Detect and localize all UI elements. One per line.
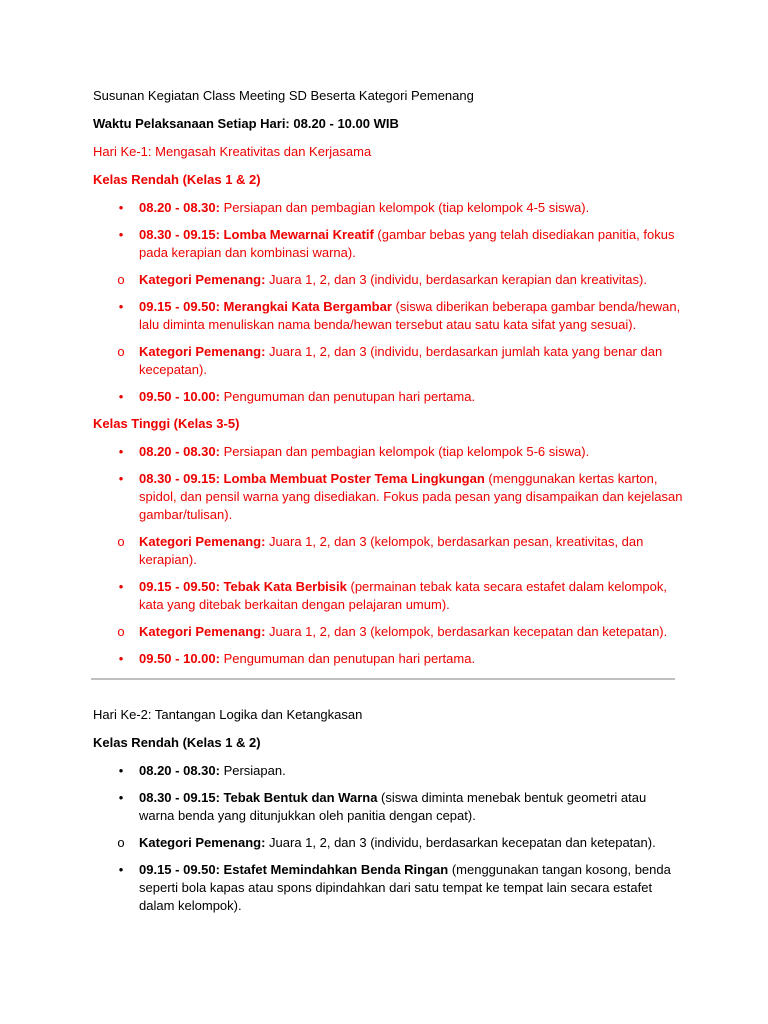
item-bold: Kategori Pemenang: xyxy=(139,344,266,359)
item-text: Pengumuman dan penutupan hari pertama. xyxy=(219,651,476,666)
item-bold: 09.50 - 10.00: xyxy=(139,651,220,666)
item-bold: Kategori Pemenang: xyxy=(139,534,266,549)
list-item xyxy=(93,578,683,614)
bullet-marker: • xyxy=(118,579,124,594)
item-text: (permainan tebak kata secara estafet dalam kelompok, kata yang ditebak berkaitan dengan pelajaran umum). xyxy=(139,579,667,612)
bullet-marker: • xyxy=(118,227,124,242)
sub-list-item xyxy=(93,271,683,289)
list-item xyxy=(93,298,683,334)
item-bold: Kategori Pemenang: xyxy=(139,272,266,287)
schedule-time: Waktu Pelaksanaan Setiap Hari: 08.20 - 10.00 WIB xyxy=(93,116,399,131)
document-content xyxy=(93,87,683,924)
list-item xyxy=(93,861,683,915)
list-item xyxy=(93,650,683,668)
item-text: Juara 1, 2, dan 3 (individu, berdasarkan kecepatan dan ketepatan). xyxy=(265,835,656,850)
document-title: Susunan Kegiatan Class Meeting SD Beserta Kategori Pemenang xyxy=(93,88,474,103)
sub-bullet-marker: o xyxy=(117,534,125,549)
item-text: Persiapan dan pembagian kelompok (tiap kelompok 4-5 siswa). xyxy=(219,200,590,215)
item-text: Juara 1, 2, dan 3 (individu, berdasarkan kerapian dan kreativitas). xyxy=(265,272,647,287)
list-item xyxy=(93,762,683,780)
item-bold: 08.20 - 08.30: xyxy=(139,763,220,778)
list-item xyxy=(93,789,683,825)
item-bold: Kategori Pemenang: xyxy=(139,835,266,850)
item-text: Juara 1, 2, dan 3 (kelompok, berdasarkan kecepatan dan ketepatan). xyxy=(265,624,668,639)
item-bold: Kategori Pemenang: xyxy=(139,624,266,639)
sub-bullet-marker: o xyxy=(117,624,125,639)
day1-high-class-heading: Kelas Tinggi (Kelas 3-5) xyxy=(93,416,240,431)
item-text: (siswa diminta menebak bentuk geometri atau warna benda yang ditunjukkan oleh panitia dengan cepat). xyxy=(139,790,647,823)
item-text: Persiapan. xyxy=(219,763,286,778)
bullet-marker: • xyxy=(118,200,124,215)
bullet-marker: • xyxy=(118,471,124,486)
list-item xyxy=(93,470,683,524)
bullet-marker: • xyxy=(118,862,124,877)
sub-bullet-marker: o xyxy=(117,344,125,359)
item-bold: 09.50 - 10.00: xyxy=(139,389,220,404)
item-bold: 08.30 - 09.15: Tebak Bentuk dan Warna xyxy=(139,790,378,805)
list-item xyxy=(93,226,683,262)
item-bold: 08.30 - 09.15: Lomba Membuat Poster Tema Lingkungan xyxy=(139,471,485,486)
item-text: Persiapan dan pembagian kelompok (tiap kelompok 5-6 siswa). xyxy=(219,444,590,459)
item-text: Juara 1, 2, dan 3 (kelompok, berdasarkan pesan, kreativitas, dan kerapian). xyxy=(139,534,644,567)
bullet-marker: • xyxy=(118,790,124,805)
item-bold: 09.15 - 09.50: Estafet Memindahkan Benda Ringan xyxy=(139,862,449,877)
sub-bullet-marker: o xyxy=(117,835,125,850)
day1-heading: Hari Ke-1: Mengasah Kreativitas dan Kerjasama xyxy=(93,144,372,159)
sub-list-item xyxy=(93,343,683,379)
item-bold: 08.20 - 08.30: xyxy=(139,444,220,459)
day1-low-class-heading: Kelas Rendah (Kelas 1 & 2) xyxy=(93,172,261,187)
item-bold: 09.15 - 09.50: Tebak Kata Berbisik xyxy=(139,579,347,594)
item-text: Pengumuman dan penutupan hari pertama. xyxy=(219,389,476,404)
sub-list-item xyxy=(93,533,683,569)
item-text: Juara 1, 2, dan 3 (individu, berdasarkan jumlah kata yang benar dan kecepatan). xyxy=(139,344,663,377)
horizontal-divider xyxy=(91,678,675,680)
bullet-marker: • xyxy=(118,763,124,778)
sub-bullet-marker: o xyxy=(117,272,125,287)
item-text: (menggunakan tangan kosong, benda seperti bola kapas atau spons dipindahkan dari satu tempat ke tempat lain secara estafet dalam kelompok). xyxy=(139,862,671,913)
day2-heading: Hari Ke-2: Tantangan Logika dan Ketangkasan xyxy=(93,707,363,722)
list-item xyxy=(93,443,683,461)
list-item xyxy=(93,199,683,217)
item-bold: 08.30 - 09.15: Lomba Mewarnai Kreatif xyxy=(139,227,374,242)
item-text: (gambar bebas yang telah disediakan panitia, fokus pada kerapian dan kombinasi warna). xyxy=(139,227,675,260)
bullet-marker: • xyxy=(118,651,124,666)
day2-low-class-heading: Kelas Rendah (Kelas 1 & 2) xyxy=(93,735,261,750)
item-bold: 08.20 - 08.30: xyxy=(139,200,220,215)
item-text: (siswa diberikan beberapa gambar benda/hewan, lalu diminta menuliskan nama benda/hewan tersebut atau satu kata sifat yang sesuai). xyxy=(139,299,681,332)
sub-list-item xyxy=(93,623,683,641)
bullet-marker: • xyxy=(118,444,124,459)
item-bold: 09.15 - 09.50: Merangkai Kata Bergambar xyxy=(139,299,392,314)
item-text: (menggunakan kertas karton, spidol, dan pensil warna yang disediakan. Fokus pada pesan yang disampaikan dan kejelasan gambar/tulisan). xyxy=(139,471,683,522)
list-item xyxy=(93,388,683,406)
bullet-marker: • xyxy=(118,299,124,314)
sub-list-item xyxy=(93,834,683,852)
bullet-marker: • xyxy=(118,389,124,404)
